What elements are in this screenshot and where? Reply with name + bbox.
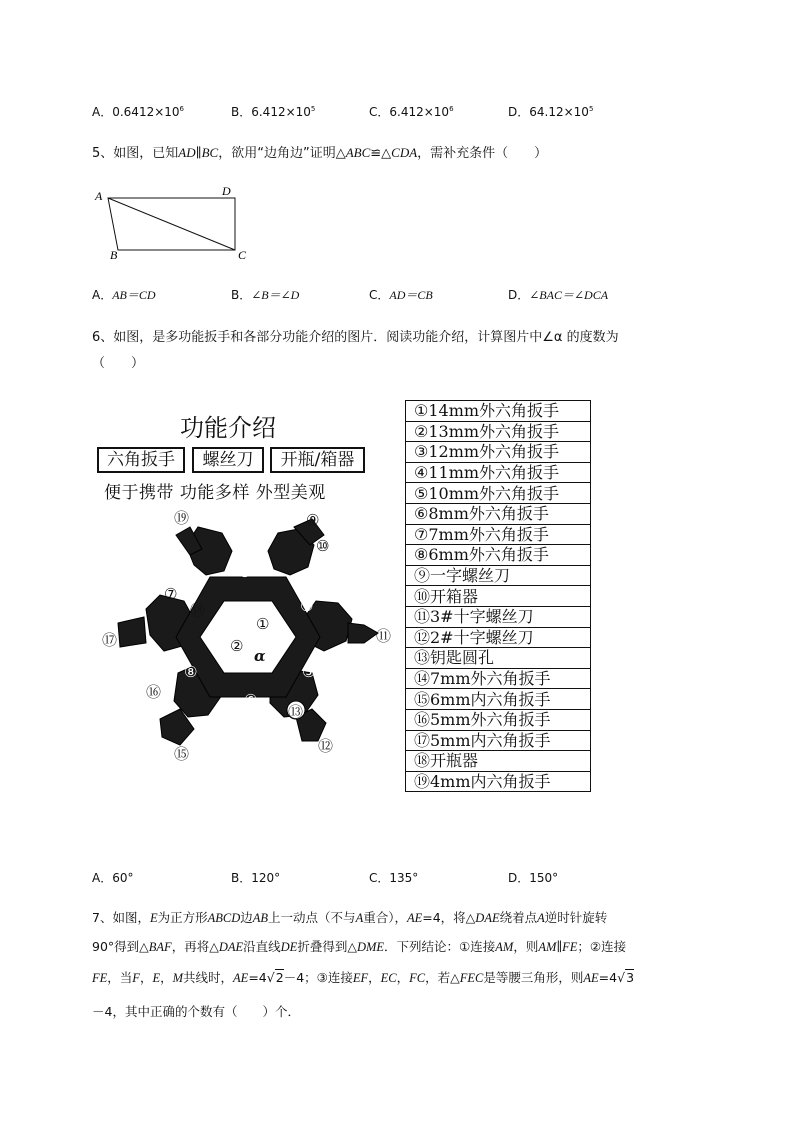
callout-10: ⑩ [316, 537, 330, 555]
feature-box-opener: 开瓶/箱器 [270, 447, 365, 473]
function-item: ⑲4mm内六角扳手 [406, 771, 591, 792]
function-item: ⑧6mm外六角扳手 [406, 545, 591, 566]
feature-box-hex-wrench: 六角扳手 [97, 447, 185, 473]
q7-line4: －4，其中正确的个数有（ ）个． [92, 1004, 300, 1019]
table-row [406, 627, 591, 648]
alpha-angle: α [254, 647, 266, 665]
table-row [406, 462, 591, 483]
callout-15: ⑮ [174, 745, 190, 763]
callout-5: ⑤ [302, 663, 316, 681]
diagonal-ac [108, 198, 235, 250]
callout-13: ⑬ [288, 703, 304, 721]
q6-question-line1: 6、如图，是多功能扳手和各部分功能介绍的图片．阅读功能介绍，计算图片中∠α 的度数为 [92, 330, 619, 345]
table-row [406, 751, 591, 772]
snowflake-multitool-figure [98, 505, 400, 767]
function-item: ⑰5mm内六角扳手 [406, 730, 591, 751]
function-item: ⑱开瓶器 [406, 751, 591, 772]
function-item: ⑫2#十字螺丝刀 [406, 627, 591, 648]
q6-option-c: C．135° [369, 871, 419, 885]
table-row [406, 421, 591, 442]
table-row [406, 586, 591, 607]
callout-14: ⑭ [240, 719, 256, 737]
function-item: ⑨一字螺丝刀 [406, 565, 591, 586]
q7-line2: 90°得到△BAF，再将△DAE沿直线DE折叠得到△DME．下列结论：①连接AM，则AM∥FE；②连接 [92, 939, 627, 954]
function-item: ⑪3#十字螺丝刀 [406, 606, 591, 627]
q6-question-line2: （ ） [92, 356, 145, 371]
callout-2: ② [230, 637, 244, 655]
function-item: ⑦7mm外六角扳手 [406, 524, 591, 545]
q4-option-b: B．$6.412\times 10^5$ [231, 105, 316, 119]
table-row [406, 689, 591, 710]
q6-option-a: A．60° [92, 871, 134, 885]
q5-option-d: D．∠BAC＝∠DCA [508, 288, 609, 302]
feature-box-screwdriver: 螺丝刀 [192, 447, 264, 473]
q5-question: 5、如图，已知AD∥BC，欲用“边角边”证明△ABC≌△CDA，需补充条件（ ） [92, 145, 548, 161]
label-a: A [95, 189, 103, 203]
table-row [406, 730, 591, 751]
function-item: ③12mm外六角扳手 [406, 442, 591, 463]
callout-8: ⑧ [184, 663, 198, 681]
function-item: ⑩开箱器 [406, 586, 591, 607]
function-item: ④11mm外六角扳手 [406, 462, 591, 483]
table-row [406, 401, 591, 422]
table-row [406, 668, 591, 689]
q6-option-d: D．150° [508, 871, 559, 885]
table-row [406, 483, 591, 504]
callout-1: ① [256, 615, 270, 633]
q4-option-c: C．$6.412\times 10^6$ [369, 105, 454, 119]
q5-option-b: B．∠B＝∠D [231, 288, 300, 302]
callout-3: ③ [238, 563, 252, 581]
sqrt-2: √2 [266, 970, 284, 985]
function-intro-title: 功能介绍 [180, 414, 276, 442]
table-row [406, 524, 591, 545]
callout-12: ⑫ [318, 737, 334, 755]
table-row [406, 709, 591, 730]
callout-17: ⑰ [102, 631, 118, 649]
function-item: ⑥8mm外六角扳手 [406, 503, 591, 524]
function-item: ⑬钥匙圆孔 [406, 648, 591, 669]
table-row [406, 442, 591, 463]
q5-option-c: C．AD＝CB [369, 288, 433, 302]
function-item: ①14mm外六角扳手 [406, 401, 591, 422]
function-item: ②13mm外六角扳手 [406, 421, 591, 442]
label-d: D [222, 184, 231, 198]
q5-parallelogram-figure [90, 180, 260, 265]
q7-line3: FE，当F，E，M共线时，AE=4√2－4；③连接EF，EC，FC，若△FEC是等腰三角形，则AE=4√3 [92, 970, 635, 985]
callout-18: ⑱ [190, 601, 206, 619]
callout-19: ⑲ [174, 509, 190, 527]
table-row [406, 648, 591, 669]
label-b: B [110, 248, 118, 262]
label-c: C [238, 248, 247, 262]
q7-line1: 7、如图，E为正方形ABCD边AB上一动点（不与A重合），AE=4，将△DAE绕着点A逆时针旋转 [92, 910, 608, 925]
table-row [406, 503, 591, 524]
q5-option-a: A．AB＝CD [92, 288, 156, 302]
feature-subtitle: 便于携带 功能多样 外型美观 [104, 483, 326, 503]
callout-6: ⑥ [244, 691, 258, 709]
sqrt-3: √3 [617, 970, 635, 985]
function-item: ⑮6mm内六角扳手 [406, 689, 591, 710]
function-list-table [405, 400, 591, 792]
table-row [406, 771, 591, 792]
q6-option-b: B．120° [231, 871, 281, 885]
function-item: ⑭7mm外六角扳手 [406, 668, 591, 689]
q4-option-a: A．$0.6412\times 10^6$ [92, 105, 184, 119]
callout-9: ⑨ [306, 511, 320, 529]
callout-16: ⑯ [146, 683, 162, 701]
callout-4: ④ [300, 597, 314, 615]
table-row [406, 606, 591, 627]
callout-11: ⑪ [376, 627, 392, 645]
callout-7: ⑦ [164, 585, 178, 603]
table-row [406, 545, 591, 566]
function-item: ⑯5mm外六角扳手 [406, 709, 591, 730]
table-row [406, 565, 591, 586]
function-item: ⑤10mm外六角扳手 [406, 483, 591, 504]
q4-option-d: D．$64.12\times 10^5$ [508, 105, 594, 119]
